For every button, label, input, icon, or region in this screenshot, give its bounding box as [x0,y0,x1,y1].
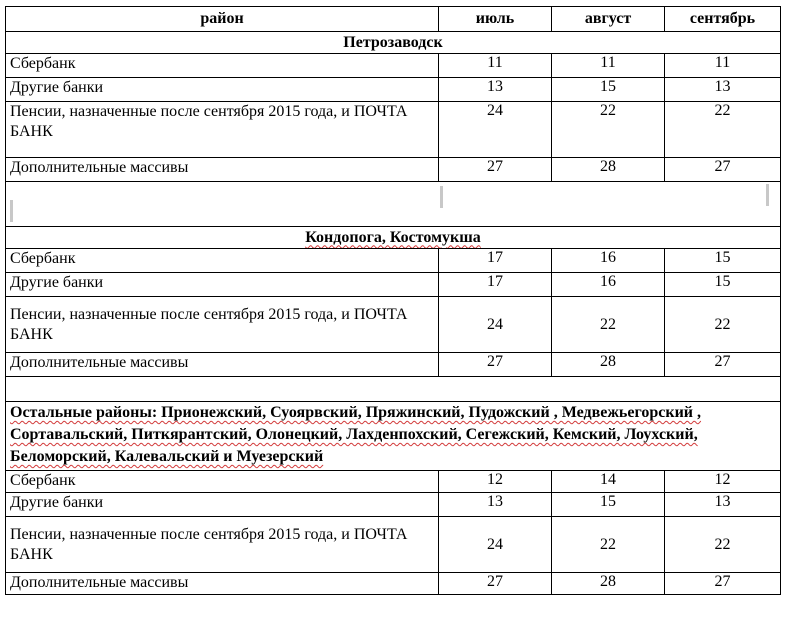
value-jul: 17 [439,273,552,297]
value-sep: 13 [665,78,781,102]
value-sep: 27 [665,573,781,595]
spacer-row [6,182,781,227]
table-row [6,353,781,377]
header-sep: сентябрь [665,7,781,32]
value-aug: 28 [552,573,665,595]
spacer-cell [6,182,781,227]
value-aug: 11 [552,54,665,78]
value-sep: 15 [665,273,781,297]
value-sep: 12 [665,471,781,493]
header-row [6,7,781,32]
value-aug: 15 [552,493,665,517]
value-aug: 28 [552,353,665,377]
table-row [6,158,781,182]
section-title-row [6,32,781,54]
header-district: район [6,7,439,32]
table-row [6,517,781,573]
row-label: Пенсии, назначенные после сентября 2015 года, и ПОЧТА БАНК [6,297,439,353]
row-label: Дополнительные массивы [6,158,439,182]
section-title: Петрозаводск [6,32,781,54]
value-jul: 13 [439,78,552,102]
section-title-row [6,402,781,471]
spacer-row [6,377,781,402]
value-sep: 22 [665,297,781,353]
table-row [6,102,781,158]
section-title [6,402,781,471]
table-row [6,471,781,493]
row-label: Другие банки [6,273,439,297]
value-jul: 13 [439,493,552,517]
section-title [6,227,781,249]
value-jul: 27 [439,158,552,182]
row-label: Дополнительные массивы [6,353,439,377]
row-label: Пенсии, назначенные после сентября 2015 года, и ПОЧТА БАНК [6,517,439,573]
value-jul: 17 [439,249,552,273]
value-aug: 15 [552,78,665,102]
value-aug: 22 [552,517,665,573]
table-row [6,573,781,595]
cursor-mark [766,184,769,206]
table-row [6,249,781,273]
header-aug: август [552,7,665,32]
cursor-mark [440,186,443,208]
value-sep: 22 [665,517,781,573]
header-jul: июль [439,7,552,32]
row-label: Сбербанк [6,471,439,493]
section-title-row [6,227,781,249]
value-sep: 27 [665,158,781,182]
row-label: Сбербанк [6,249,439,273]
value-aug: 16 [552,249,665,273]
spacer-cell [6,377,781,402]
row-label: Пенсии, назначенные после сентября 2015 года, и ПОЧТА БАНК [6,102,439,158]
value-sep: 27 [665,353,781,377]
cursor-mark [10,200,13,222]
value-sep: 15 [665,249,781,273]
value-aug: 16 [552,273,665,297]
value-jul: 11 [439,54,552,78]
value-aug: 14 [552,471,665,493]
row-label: Сбербанк [6,54,439,78]
row-label: Другие банки [6,78,439,102]
section-title-text: Кондопога, Костомукша [305,228,481,246]
value-sep: 22 [665,102,781,158]
value-sep: 13 [665,493,781,517]
table-row [6,273,781,297]
table-row [6,54,781,78]
row-label: Другие банки [6,493,439,517]
row-label: Дополнительные массивы [6,573,439,595]
value-jul: 24 [439,517,552,573]
value-jul: 27 [439,573,552,595]
table-row [6,78,781,102]
schedule-table [5,6,781,595]
table-row [6,493,781,517]
value-aug: 22 [552,102,665,158]
table-row [6,297,781,353]
value-jul: 12 [439,471,552,493]
section-title-text: Остальные районы: Прионежский, Суоярвский, Пряжинский, Пудожский , Медвежьегорский , Сортавальский, Питкярантский, Олонецкий, Лахденпохский, Сегежский, Кемский, Лоухский, Беломорский, Калевальский и Муезерский [10,404,702,465]
value-jul: 24 [439,297,552,353]
value-jul: 24 [439,102,552,158]
value-sep: 11 [665,54,781,78]
value-aug: 28 [552,158,665,182]
value-aug: 22 [552,297,665,353]
value-jul: 27 [439,353,552,377]
